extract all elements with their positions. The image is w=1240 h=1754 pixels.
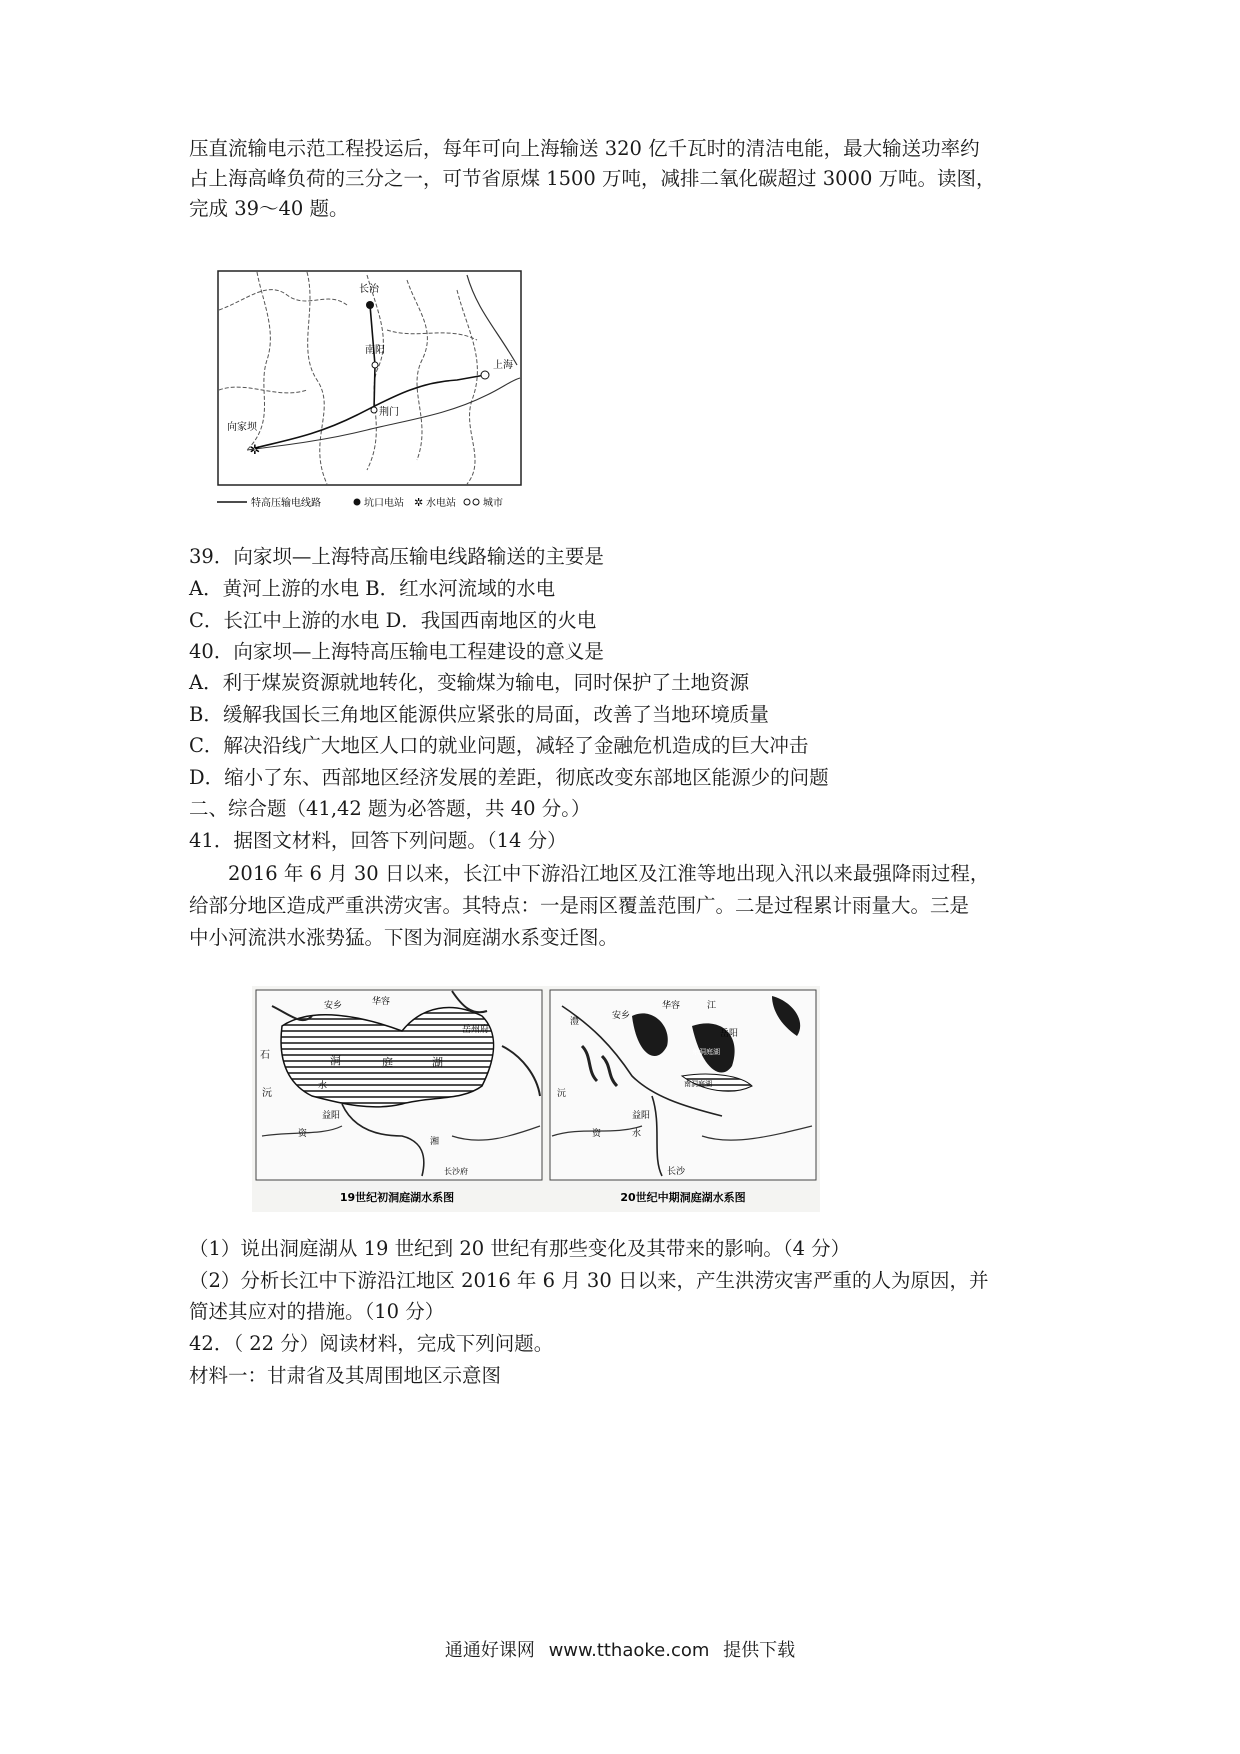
- label-xiang: 湘: [430, 1137, 440, 1147]
- city-icon: [481, 371, 489, 379]
- footer-url[interactable]: www.tthaoke.com: [548, 1640, 710, 1661]
- label-yuan-20c: 沅: [557, 1089, 567, 1099]
- q39-stem: 39．向家坝—上海特高压输电线路输送的主要是: [189, 545, 604, 568]
- hydro-station-icon: ✲: [249, 443, 261, 458]
- label-south-dongting: 南洞庭湖: [684, 1080, 712, 1088]
- q41-stem: 41．据图文材料，回答下列问题。（14 分）: [189, 829, 567, 852]
- label-huarong: 华容: [372, 997, 391, 1007]
- label-shanghai: 上海: [493, 360, 513, 371]
- label-jingmen: 荆门: [379, 407, 399, 418]
- pithead-station-icon: [366, 301, 374, 309]
- label-zi-20c: 资: [592, 1129, 602, 1139]
- label-zi: 资: [298, 1129, 308, 1139]
- q41-subquestion-2-line-2: 简述其应对的措施。（10 分）: [189, 1300, 445, 1323]
- label-anxiang: 安乡: [324, 1001, 343, 1011]
- intro-line-2: 占上海高峰负荷的三分之一，可节省原煤 1500 万吨，减排二氧化碳超过 3000 万吨。读图，: [189, 167, 996, 190]
- label-yuan: 沅: [262, 1088, 272, 1099]
- q41-material-line-2: 给部分地区造成严重洪涝灾害。其特点：一是雨区覆盖范围广。二是过程累计雨量大。三是: [189, 894, 970, 917]
- hydro-station-icon: ✲: [414, 496, 424, 509]
- q40-option-c: C．解决沿线广大地区人口的就业问题，减轻了金融危机造成的巨大冲击: [189, 734, 809, 757]
- label-yueyang: 岳阳: [720, 1029, 739, 1039]
- q41-material-line-3: 中小河流洪水涨势猛。下图为洞庭湖水系变迁图。: [189, 926, 619, 949]
- label-hu: 湖: [432, 1056, 443, 1069]
- uhv-transmission-map: [217, 270, 522, 515]
- city-icon: [372, 362, 378, 368]
- q40-stem: 40．向家坝—上海特高压输电工程建设的意义是: [189, 640, 604, 663]
- q40-option-b: B．缓解我国长三角地区能源供应紧张的局面，改善了当地环境质量: [189, 703, 769, 726]
- label-li: 澧: [570, 1017, 580, 1027]
- label-yuezhou: 岳州府: [462, 1025, 490, 1035]
- q41-material-line-1: 2016 年 6 月 30 日以来，长江中下游沿江地区及江淮等地出现入汛以来最强降雨过程，: [228, 862, 990, 885]
- label-shui: 水: [318, 1081, 328, 1091]
- label-dong: 洞: [330, 1054, 341, 1067]
- q40-option-a: A．利于煤炭资源就地转化，变输煤为输电，同时保护了土地资源: [189, 671, 750, 694]
- label-shui-20c: 水: [632, 1129, 642, 1139]
- section-2-heading: 二、综合题（41,42 题为必答题，共 40 分。）: [189, 797, 591, 820]
- q41-subquestion-1: （1）说出洞庭湖从 19 世纪到 20 世纪有那些变化及其带来的影响。（4 分）: [189, 1237, 851, 1260]
- left-map-caption: 19世纪初洞庭湖水系图: [339, 1191, 455, 1204]
- intro-line-1: 压直流输电示范工程投运后，每年可向上海输送 320 亿千瓦时的清洁电能，最大输送功率约: [189, 137, 980, 160]
- city-icon: [371, 407, 377, 413]
- dongting-lake-maps: [252, 986, 820, 1212]
- footer-site-name: 通通好课网: [444, 1640, 535, 1661]
- label-jiang: 江: [707, 1001, 717, 1011]
- legend-line-label: 特高压输电线路: [251, 498, 321, 509]
- q39-options-ab: A．黄河上游的水电 B．红水河流域的水电: [189, 577, 556, 600]
- label-nanyang: 南阳: [365, 345, 385, 356]
- intro-line-3: 完成 39～40 题。: [189, 197, 349, 220]
- page-footer: [0, 1636, 1240, 1662]
- legend-city-label: 城市: [483, 498, 503, 509]
- label-anxiang-20c: 安乡: [612, 1011, 631, 1021]
- footer-suffix: 提供下载: [723, 1640, 796, 1661]
- label-ting: 庭: [382, 1056, 393, 1069]
- label-xiangjiaba: 向家坝: [227, 422, 257, 433]
- label-huarong-20c: 华容: [662, 1001, 681, 1011]
- q41-subquestion-2-line-1: （2）分析长江中下游沿江地区 2016 年 6 月 30 日以来，产生洪涝灾害严重的人为原因，并: [189, 1269, 989, 1292]
- q42-stem: 42．（ 22 分）阅读材料，完成下列问题。: [189, 1332, 554, 1355]
- dongting-19th-century-map: [256, 990, 542, 1204]
- legend-hydro-label: 水电站: [426, 498, 456, 509]
- legend-pithead-label: 坑口电站: [364, 498, 404, 509]
- q40-option-d: D．缩小了东、西部地区经济发展的差距，彻底改变东部地区能源少的问题: [189, 766, 829, 789]
- label-yiyang-20c: 益阳: [632, 1111, 651, 1121]
- right-map-caption: 20世纪中期洞庭湖水系图: [620, 1191, 746, 1204]
- q42-material-1: 材料一：甘肃省及其周围地区示意图: [189, 1364, 502, 1387]
- label-changzhi: 长治: [359, 284, 379, 295]
- dongting-20th-century-map: [550, 990, 816, 1204]
- label-yiyang: 益阳: [322, 1111, 341, 1121]
- label-shi: 石: [260, 1050, 270, 1061]
- label-changsha: 长沙府: [444, 1167, 468, 1176]
- q39-options-cd: C．长江中上游的水电 D．我国西南地区的火电: [189, 609, 597, 632]
- label-changsha-20c: 长沙: [667, 1167, 686, 1177]
- label-east-dongting: 东洞庭湖: [692, 1048, 720, 1056]
